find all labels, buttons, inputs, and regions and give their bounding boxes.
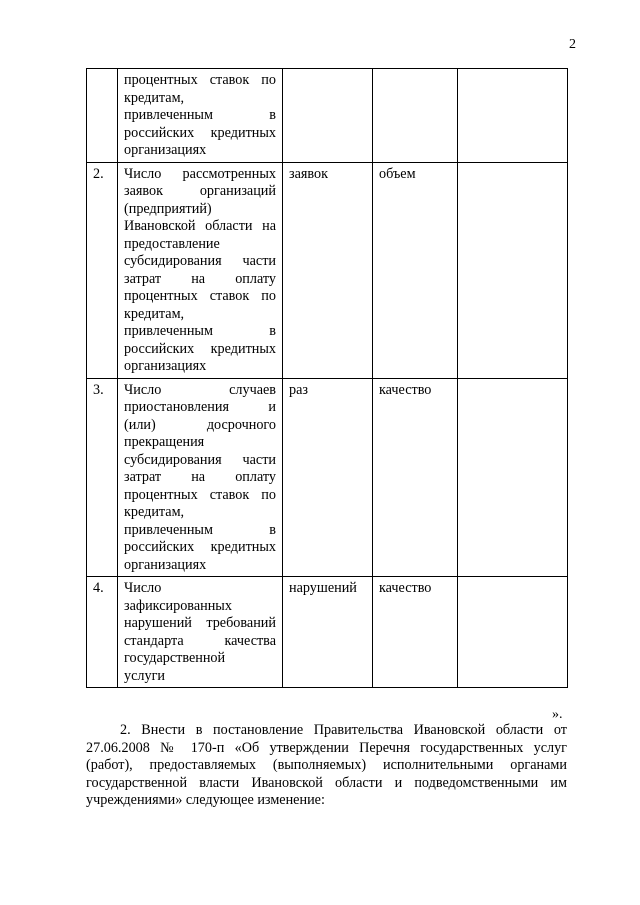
indicator-name-line: кредитам, [124, 305, 185, 322]
indicator-name-line: российских кредитных [124, 124, 276, 141]
services-indicators-table [86, 68, 568, 688]
table-row [87, 69, 568, 163]
indicator-name-cell [118, 69, 283, 163]
row-number-cell: 3. [87, 378, 118, 577]
paragraph-line: 2. Внести в постановление Правительства Ивановской области от [120, 722, 567, 738]
page-number: 2 [569, 37, 576, 52]
table-row [87, 378, 568, 577]
indicator-name-line: организациях [124, 556, 207, 573]
paragraph-line: государственной власти Ивановской области и подведомственными им [86, 774, 567, 791]
indicator-value-cell [458, 577, 568, 688]
indicator-name-line: зафиксированных [124, 597, 232, 614]
indicator-name-line: государственной [124, 650, 226, 666]
indicator-name-line: субсидирования части [124, 253, 276, 269]
indicator-name-line: кредитам, [124, 89, 185, 106]
indicator-name-line: кредитам, [124, 504, 185, 520]
indicator-name-line: процентных ставок по [124, 486, 276, 503]
indicator-type-cell: объем [373, 162, 458, 378]
indicator-value-cell [458, 162, 568, 378]
paragraph-line: учреждениями» следующее изменение: [86, 792, 325, 808]
table-row [87, 162, 568, 378]
indicator-name-cell [118, 162, 283, 378]
indicator-name-line: приостановления и [124, 399, 276, 415]
table-row [87, 577, 568, 688]
indicator-name-line: процентных ставок по [124, 72, 276, 88]
indicator-unit-cell: заявок [283, 162, 373, 378]
indicator-value-cell [458, 69, 568, 163]
indicator-type-cell: качество [373, 378, 458, 577]
indicator-name-line: (или) досрочного [124, 416, 276, 433]
indicator-name-line: привлеченным в [124, 107, 276, 123]
indicator-name-line: предоставление [124, 235, 220, 252]
indicator-name-line: Ивановской области на [124, 218, 276, 234]
indicator-name-line: Число случаев [124, 381, 276, 398]
paragraph-line: 27.06.2008 № 170-п «Об утверждении Перечня государственных услуг [86, 739, 567, 756]
amendment-paragraph [86, 722, 567, 810]
indicator-name-line: Число [124, 580, 162, 596]
indicator-name-line: нарушений требований [124, 615, 276, 631]
row-number-cell: 4. [87, 577, 118, 688]
indicator-name-line: процентных ставок по [124, 288, 276, 304]
indicator-name-line: привлеченным в [124, 521, 276, 538]
indicator-name-cell [118, 577, 283, 688]
indicator-name-line: организациях [124, 142, 207, 158]
indicator-name-line: стандарта качества [124, 632, 276, 649]
indicator-name-cell [118, 378, 283, 577]
indicator-type-cell: качество [373, 577, 458, 688]
indicator-name-line: привлеченным в [124, 323, 276, 339]
indicator-name-line: организациях [124, 358, 207, 374]
row-number-cell: 2. [87, 162, 118, 378]
table-body [87, 69, 568, 688]
indicator-name-line: затрат на оплату [124, 469, 276, 485]
indicator-unit-cell [283, 69, 373, 163]
indicator-unit-cell: раз [283, 378, 373, 577]
indicator-name-line: российских кредитных [124, 539, 276, 555]
row-number-cell [87, 69, 118, 163]
indicator-name-line: заявок организаций [124, 183, 276, 199]
paragraph-line: (работ), предоставляемых (выполняемых) исполнительными органами [86, 757, 567, 773]
indicator-type-cell [373, 69, 458, 163]
closing-quote: ». [552, 707, 563, 722]
indicator-value-cell [458, 378, 568, 577]
indicator-name-line: затрат на оплату [124, 270, 276, 287]
indicator-name-line: Число рассмотренных [124, 165, 276, 182]
indicator-name-line: прекращения [124, 434, 205, 450]
indicator-name-line: субсидирования части [124, 451, 276, 468]
indicator-unit-cell: нарушений [283, 577, 373, 688]
indicator-name-line: российских кредитных [124, 340, 276, 357]
indicator-name-line: услуги [124, 667, 165, 684]
indicator-name-line: (предприятий) [124, 200, 212, 217]
